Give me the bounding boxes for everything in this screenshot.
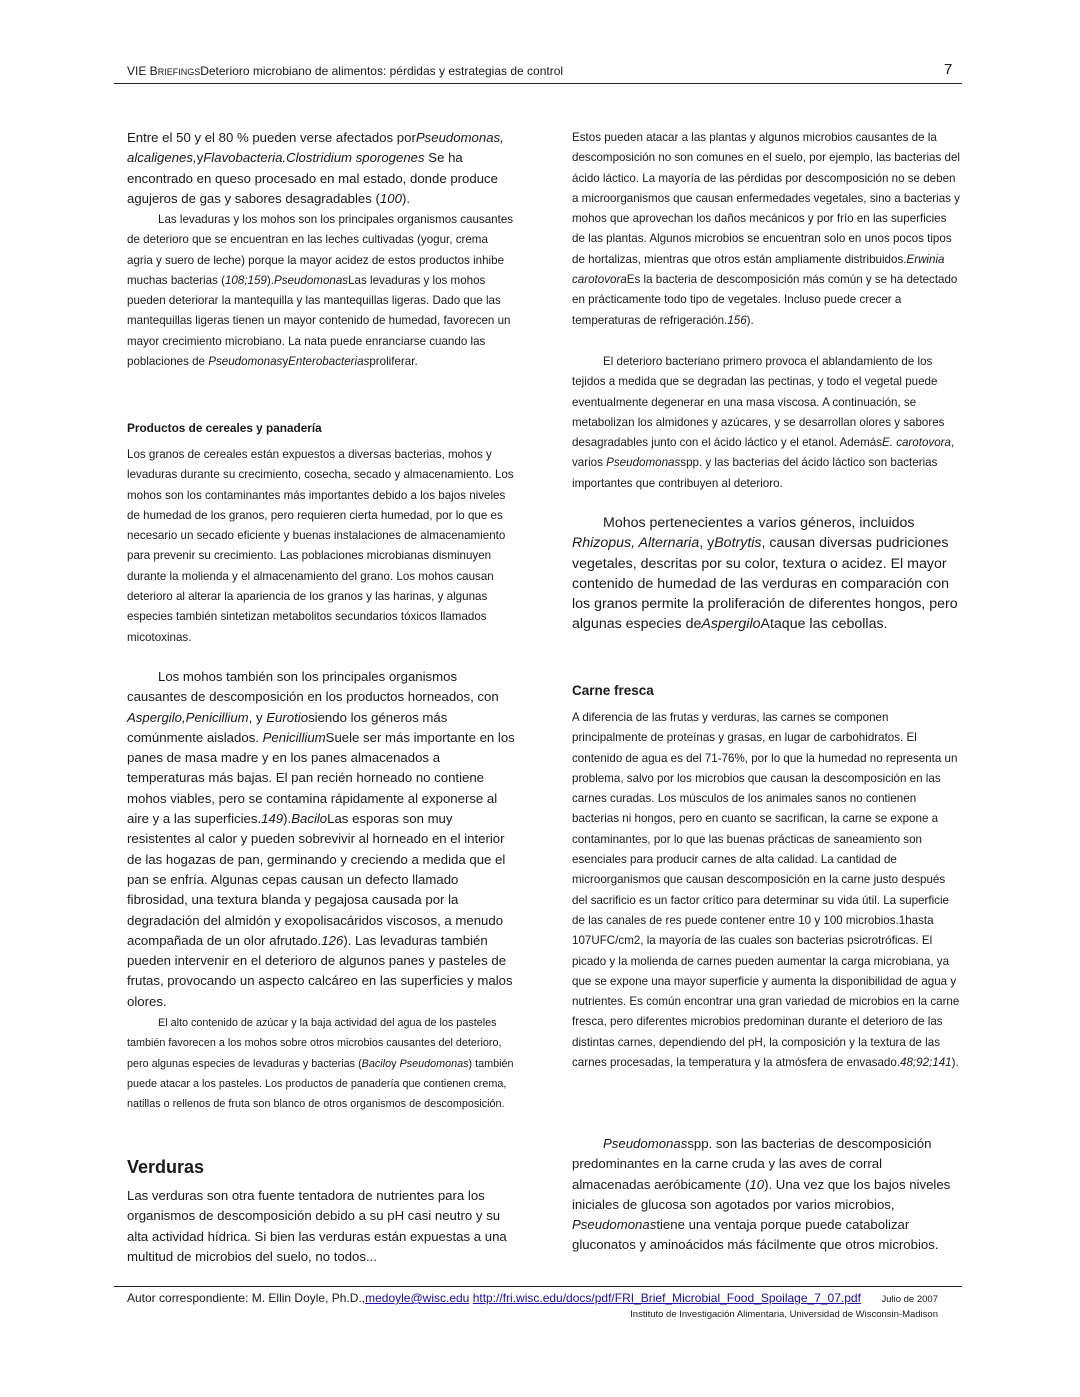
- text-run: , y: [248, 709, 267, 725]
- text-run: Suele ser más importante en los panes de masa madre y en los panes almacenados a temperaturas más bajas. El pan recién horneado no contiene mohos viables, pero se contamina rápidamente al exponerse al aire y a las superficies.: [127, 729, 515, 827]
- italic-text-run: Bacilo: [291, 811, 328, 827]
- text-run: ).: [283, 811, 292, 827]
- section-heading: Carne fresca: [572, 683, 654, 698]
- header-rule: [114, 83, 962, 84]
- text-run: , varios: [572, 436, 955, 470]
- paragraph: [127, 445, 515, 648]
- italic-text-run: Pseudomonas: [399, 1057, 469, 1070]
- italic-text-run: Pseudomonas: [273, 273, 349, 287]
- italic-text-run: 149: [261, 811, 284, 827]
- text-run: Se ha encontrado en queso procesado en mal estado, donde produce agujeros de gas y sabores desagradables (: [127, 150, 498, 206]
- italic-text-run: Pseudomonas: [603, 1136, 688, 1151]
- paragraph: [572, 352, 960, 494]
- italic-text-run: 156: [727, 313, 747, 327]
- email-link[interactable]: medoyle@wisc.edu: [365, 1291, 470, 1305]
- italic-text-run: Botrytis: [714, 535, 762, 552]
- text-run: Las levaduras y los mohos pueden deteriorar la mantequilla y las mantequillas ligeras. Dado que las mantequillas ligeras tienen un mayor contenido de humedad, favorecen un mayor crecimiento microbiano. La nata puede enranciarse cuando las poblaciones de: [127, 273, 511, 369]
- italic-text-run: Pseudomonas: [606, 456, 681, 470]
- text-run: siendo los géneros más comúnmente aislados.: [127, 709, 448, 745]
- italic-text-run: Pseudomonas: [572, 1217, 657, 1233]
- text-run: ). Las levaduras también pueden intervenir en el deterioro de algunos panes y pasteles de frutas, provocando un aspecto calcáreo en las superficies y malos olores.: [127, 932, 513, 1009]
- italic-text-run: 10: [749, 1176, 765, 1192]
- italic-text-run: 48;92;141: [900, 1056, 952, 1070]
- text-run: Estos pueden atacar a las plantas y algunos microbios causantes de la descomposición no son comunes en el suelo, por ejemplo, las bacterias del ácido láctico. La mayoría de las pérdidas por descomposición no se deben a microorganismos que causan enfermedades vegetales, sino a bacterias y mohos que aprovechan los daños mecánicos y por frío en las superficies de las plantas. Algunos microbios se encuentran solo en unos pocos tipos de hortalizas, mientras que otros están ampliamente distribuidos.: [572, 131, 960, 266]
- italic-text-run: E. carotovora: [882, 436, 951, 450]
- italic-text-run: Aspergilo,Penicillium: [127, 709, 249, 725]
- document-title: Deterioro microbiano de alimentos: pérdidas y estrategias de control: [200, 64, 564, 78]
- text-run: Es la bacteria de descomposición más común y se ha detectado en prácticamente todo tipo de vegetales. Incluso puede crecer a temperaturas de refrigeración.: [572, 273, 958, 327]
- text-run: ).: [401, 190, 410, 206]
- text-run: Mohos pertenecientes a varios géneros, incluidos: [603, 515, 915, 531]
- paragraph: [127, 210, 515, 372]
- paragraph: [572, 708, 960, 1073]
- text-run: tiene una ventaja porque puede catabolizar gluconatos y aminoácidos más fácilmente que otros microbios.: [572, 1217, 939, 1253]
- text-run: spp. son las bacterias de descomposición predominantes en la carne cruda y las aves de corral almacenadas aeróbicamente (: [572, 1136, 932, 1192]
- text-run: y: [196, 150, 204, 166]
- paragraph: [127, 667, 515, 1012]
- section-heading: Verduras: [127, 1157, 205, 1177]
- text-run: ). Una vez que los bajos niveles iniciales de glucosa son agotados por varios microbios,: [572, 1176, 951, 1212]
- text-run: ).: [746, 313, 754, 327]
- paragraph: [572, 128, 960, 331]
- italic-text-run: 126: [321, 932, 344, 948]
- text-run: proliferar.: [369, 355, 418, 369]
- text-run: y: [391, 1057, 400, 1070]
- text-run: , y: [699, 535, 715, 552]
- text-run: ).: [951, 1056, 959, 1070]
- series-name-small-caps: RIEFINGS: [157, 67, 201, 77]
- footer-rule: [114, 1286, 962, 1287]
- italic-text-run: 108;159: [224, 273, 267, 287]
- text-run: , causan diversas pudriciones vegetales, descritas por su color, textura o acidez. El mayor contenido de humedad de las verduras en comparación con los granos permite la proliferación de diferentes hongos, pero algunas especies de: [572, 535, 958, 633]
- institute-name: Instituto de Investigación Alimentaria, Universidad de Wisconsin-Madison: [630, 1309, 938, 1320]
- text-run: Las verduras son otra fuente tentadora de nutrientes para los organismos de descomposición debido a su pH casi neutro y su alta actividad hídrica. Si bien las verduras están expuestas a una multitud de microbios del suelo, no todos...: [127, 1188, 507, 1264]
- paragraph: [127, 1186, 515, 1267]
- text-run: Los granos de cereales están expuestos a diversas bacterias, mohos y levaduras durante su crecimiento, cosecha, secado y almacenamiento. Los mohos son los contaminantes más importantes debido a los bajos niveles de humedad de los granos, pero requieren cierta humedad, por lo que es necesario un secado eficiente y buenas instalaciones de almacenamiento para prevenir su crecimiento. Las poblaciones microbianas disminuyen durante la molienda y el almacenamiento del grano. Los mohos causan deterioro al alterar la apariencia de los granos y las harinas, y algunas especies también sintetizan metabolitos secundarios tóxicos llamados micotoxinas.: [127, 448, 514, 644]
- pdf-url-link[interactable]: http://fri.wisc.edu/docs/pdf/FRI_Brief_Microbial_Food_Spoilage_7_07.pdf: [472, 1291, 861, 1305]
- italic-text-run: 100: [379, 190, 402, 206]
- paragraph: [127, 128, 515, 209]
- italic-text-run: Eurotio: [266, 709, 309, 725]
- italic-text-run: Bacilo: [361, 1057, 392, 1070]
- text-run: ) también puede atacar a los pasteles. Los productos de panadería que contienen crema, natillas o rellenos de fruta son blanco de otros organismos de descomposición.: [127, 1057, 514, 1111]
- italic-text-run: Rhizopus, Alternaria: [572, 535, 700, 552]
- italic-text-run: Erwinia carotovora: [572, 252, 945, 287]
- text-run: A diferencia de las frutas y verduras, las carnes se componen principalmente de proteínas y grasas, en lugar de carbohidratos. El contenido de agua es del 71-76%, por lo que la humedad no representa un problema, salvo por los microbios que causan la descomposición en las carnes curadas. Los músculos de los animales sanos no contienen bacterias ni hongos, pero en cuanto se sacrifican, la carne se expone a contaminantes, por lo que las buenas prácticas de saneamiento son esenciales para producir carnes de alta calidad. La cantidad de microorganismos que causan descomposición en la carne justo después del sacrificio es un factor crítico para determinar su vida útil. La superficie de las canales de res puede contener entre 10 y 100 microbios.1hasta 107UFC/cm2, la mayoría de las cuales son bacterias psicrotróficas. El picado y la molienda de carnes pueden aumentar la carga microbiana, ya que se expone una mayor superficie y aumenta la disponibilidad de agua y nutrientes. Es común encontrar una gran variedad de microbios en la carne fresca, pero diferentes microbios predominan durante el deterioro de las distintas carnes, dependiendo del pH, la composición y la textura de las carnes procesadas, la temperatura y la atmósfera de envasado.: [572, 711, 960, 1070]
- italic-text-run: Flavobacteria.Clostridium sporogenes: [203, 150, 425, 166]
- text-run: ).: [266, 273, 274, 287]
- text-run: El alto contenido de azúcar y la baja actividad del agua de los pasteles también favorecen a los mohos sobre otros microbios causantes del deterioro, pero algunas especies de levaduras y bacterias (: [127, 1017, 502, 1070]
- text-run: El deterioro bacteriano primero provoca el ablandamiento de los tejidos a medida que se degradan las pectinas, y todo el vegetal puede eventualmente degenerar en una masa viscosa. A continuación, se metabolizan los almidones y azúcares, y se desarrollan olores y sabores desagradables junto con el ácido láctico y el etanol. Además: [572, 355, 945, 450]
- footer-info: [630, 1292, 938, 1322]
- running-header: [127, 64, 563, 78]
- publication-date: Julio de 2007: [881, 1294, 938, 1305]
- text-run: Las esporas son muy resistentes al calor y pueden sobrevivir al horneado en el interior de las hogazas de pan, germinando y creciendo a medida que el pan se enfría. Algunas cepas causan un defecto llamado fibrosidad, una textura blanda y pegajosa causada por la degradación del almidón y exopolisacáridos viscosos, a menudo acompañada de un olor afrutado.: [127, 811, 506, 948]
- text-run: Los mohos también son los principales organismos causantes de descomposición en los productos horneados, con: [127, 669, 499, 705]
- text-run: Entre el 50 y el 80 % pueden verse afectados por: [127, 130, 416, 145]
- series-name: VIE B: [127, 64, 158, 78]
- text-run: Ataque las cebollas.: [760, 616, 888, 633]
- paragraph: [572, 513, 960, 635]
- text-run: Las levaduras y los mohos son los principales organismos causantes de deterioro que se encuentran en las leches cultivadas (yogur, crema agria y suero de leche) porque la mayor acidez de estos productos inhibe muchas bacterias (: [127, 213, 514, 287]
- italic-text-run: Aspergilo: [701, 616, 761, 633]
- text-run: y: [282, 355, 289, 369]
- italic-text-run: Pseudomonas, alcaligenes,: [127, 130, 504, 166]
- paragraph: [127, 1013, 515, 1114]
- italic-text-run: Pseudomonas: [208, 355, 283, 369]
- section-heading: Productos de cereales y panadería: [127, 421, 322, 435]
- author-text: Autor correspondiente: M. Ellin Doyle, Ph.D.,: [127, 1291, 366, 1305]
- text-run: spp. y las bacterias del ácido láctico son bacterias importantes que contribuyen al deterioro.: [572, 456, 938, 490]
- page-number: 7: [944, 61, 953, 78]
- italic-text-run: Penicillium: [262, 729, 326, 745]
- paragraph: [572, 1134, 960, 1256]
- italic-text-run: Enterobacterias: [288, 355, 370, 369]
